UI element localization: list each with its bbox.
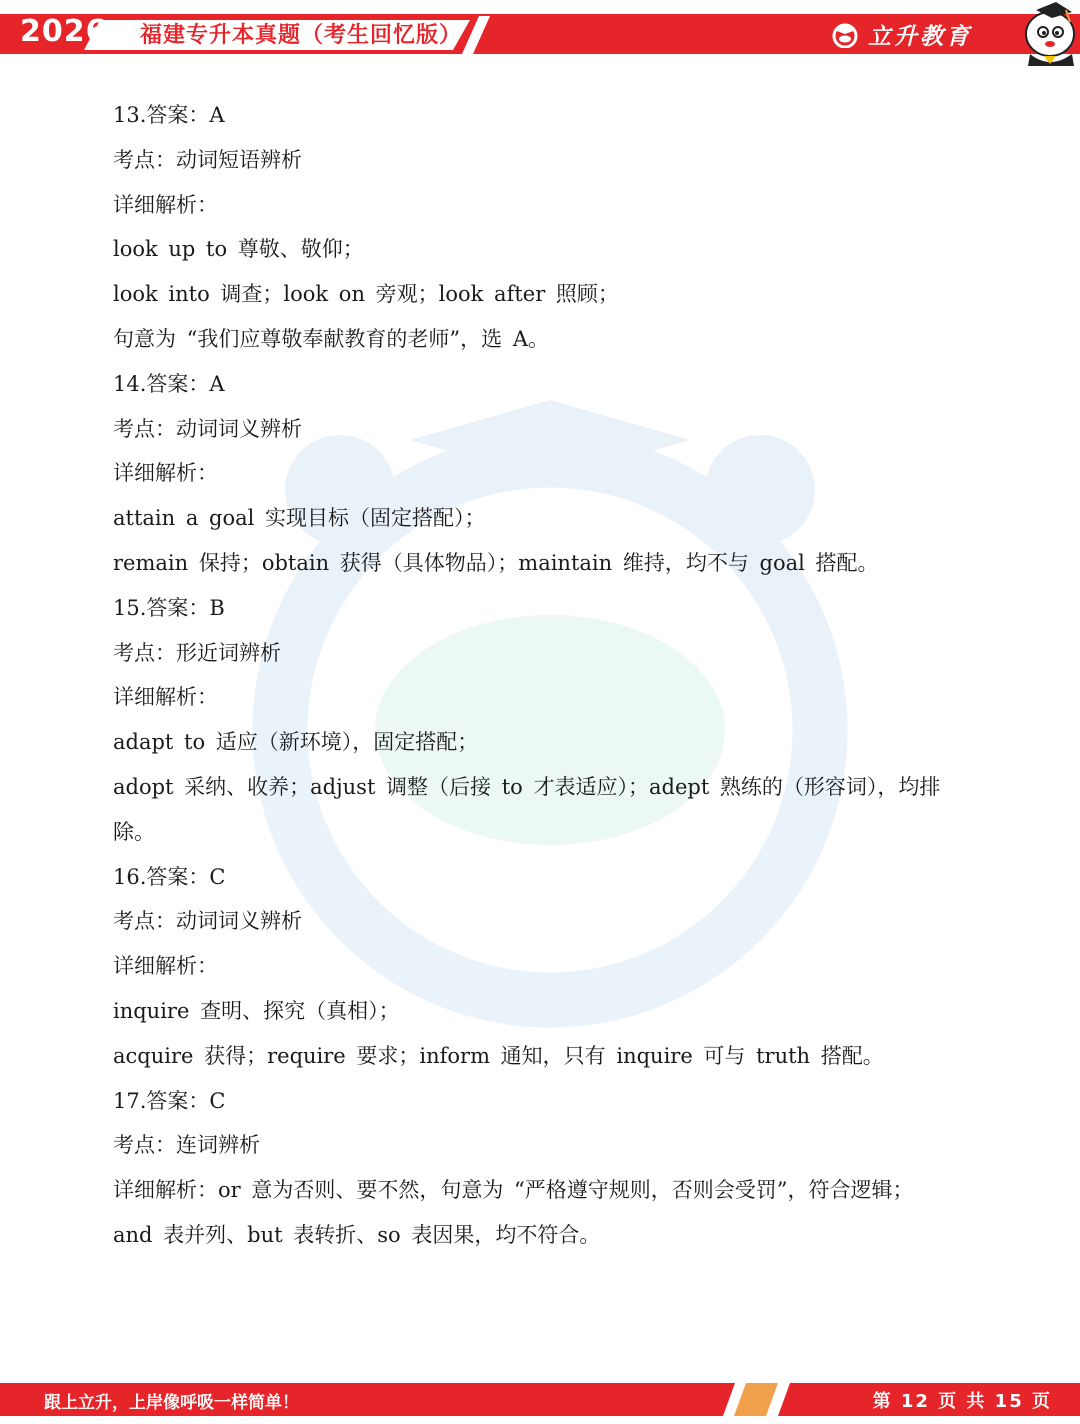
- brand-logo: [830, 18, 972, 51]
- mascot-icon: [1016, 0, 1080, 66]
- document-title: 福建专升本真题（考生回忆版）: [140, 23, 463, 48]
- header-year: 2026: [20, 14, 108, 49]
- answer-14-topic: 考点：动词词义辨析: [113, 416, 302, 441]
- answer-14-detail: remain 保持；obtain 获得（具体物品）；maintain 维持，均不与 goal 搭配。: [113, 550, 879, 575]
- answer-15-analysis-label: 详细解析：: [113, 685, 218, 710]
- answer-17-topic: 考点：连词辨析: [113, 1133, 260, 1158]
- answer-13-analysis-label: 详细解析：: [113, 192, 218, 217]
- answer-16-heading: 16.答案：C: [113, 864, 226, 889]
- answer-13-topic: 考点：动词短语辨析: [113, 147, 302, 172]
- footer-slogan: 跟上立升，上岸像呼吸一样简单！: [44, 1393, 299, 1413]
- answer-16-detail: acquire 获得；require 要求；inform 通知，只有 inquire 可与 truth 搭配。: [113, 1043, 884, 1068]
- answer-17-detail: and 表并列、but 表转折、so 表因果，均不符合。: [113, 1222, 601, 1247]
- answer-13-heading: 13.答案：A: [113, 103, 225, 127]
- answer-16-detail: inquire 查明、探究（真相）；: [113, 998, 400, 1023]
- brand-name: 立升教育: [868, 24, 972, 50]
- answer-14-heading: 14.答案：A: [113, 371, 225, 396]
- answer-17-heading: 17.答案：C: [113, 1088, 226, 1113]
- brand-logo-icon: [830, 22, 860, 48]
- answer-16-analysis-label: 详细解析：: [113, 954, 218, 979]
- answer-13-detail: look into 调查；look on 旁观；look after 照顾；: [113, 282, 619, 307]
- answer-15-topic: 考点：形近词辨析: [113, 640, 281, 665]
- answer-14-analysis-label: 详细解析：: [113, 461, 218, 486]
- answer-15-heading: 15.答案：B: [113, 595, 225, 620]
- answer-16-topic: 考点：动词词义辨析: [113, 909, 302, 934]
- answer-17-detail: 详细解析：or 意为否则、要不然，句意为 “严格遵守规则，否则会受罚”，符合逻辑；: [113, 1178, 914, 1203]
- answer-13-detail: look up to 尊敬、敬仰；: [113, 237, 364, 262]
- page-number: 第 12 页 共 15 页: [872, 1391, 1052, 1412]
- answer-explanations: [113, 93, 983, 1258]
- page-header: [0, 0, 1080, 70]
- answer-14-detail: attain a goal 实现目标（固定搭配）；: [113, 506, 486, 531]
- page-footer: [0, 1380, 1080, 1420]
- answer-15-detail: 除。: [113, 819, 155, 844]
- answer-13-conclusion: 句意为 “我们应尊敬奉献教育的老师”，选 A。: [113, 326, 549, 351]
- answer-15-detail: adapt to 适应（新环境），固定搭配；: [113, 730, 479, 755]
- answer-15-detail: adopt 采纳、收养；adjust 调整（后接 to 才表适应）；adept 熟练的（形容词），均排: [113, 774, 941, 799]
